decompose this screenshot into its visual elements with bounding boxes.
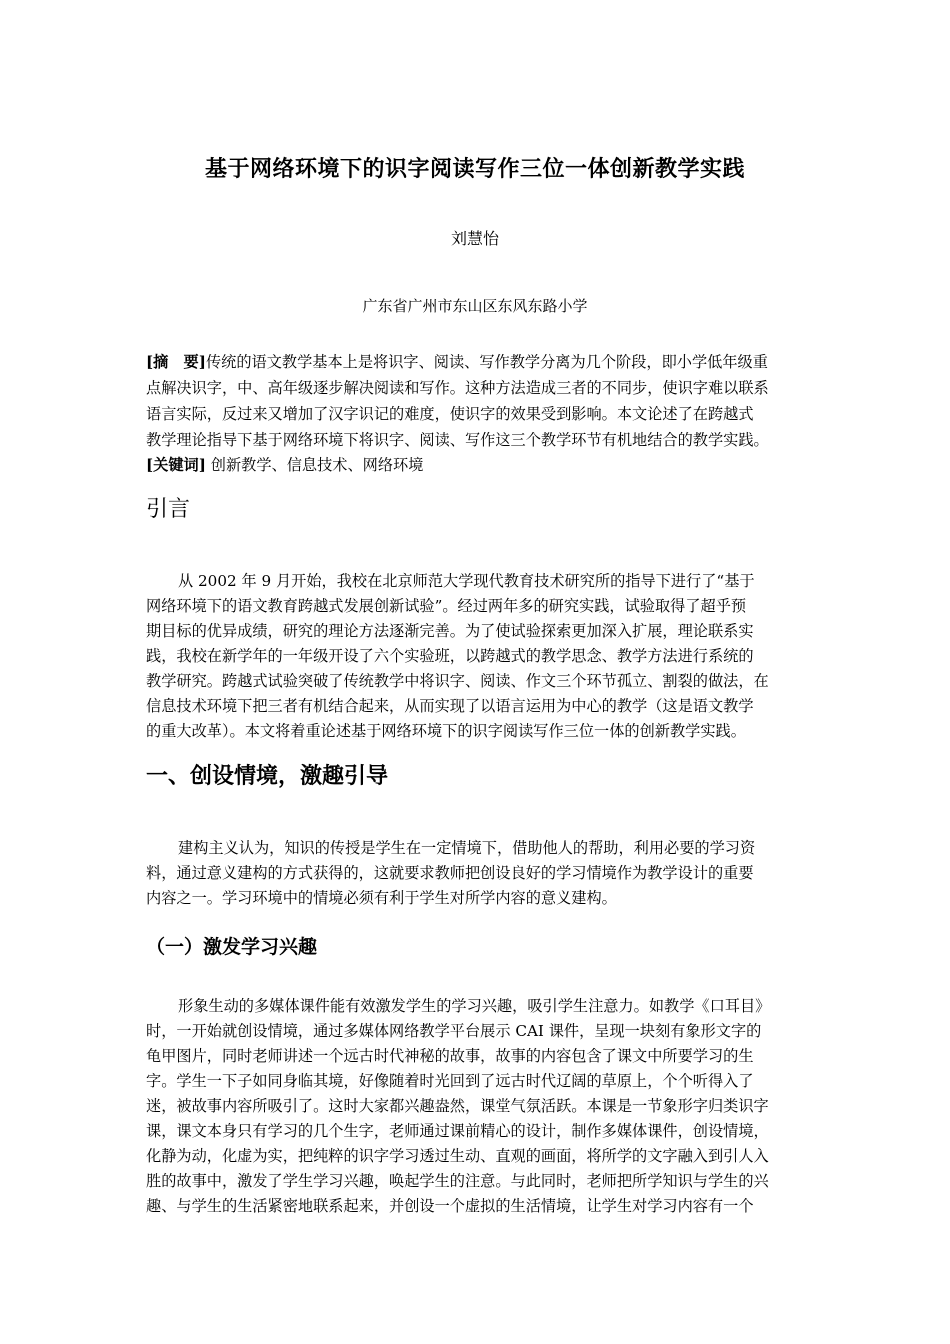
keywords-label: [关键词] xyxy=(146,456,206,474)
paragraph-line: 字。学生一下子如同身临其境，好像随着时光回到了远古时代辽阔的草原上，个个听得入了 xyxy=(146,1072,754,1090)
author-affiliation: 广东省广州市东山区东风东路小学 xyxy=(362,297,588,315)
paragraph-line: 形象生动的多媒体课件能有效激发学生的学习兴趣，吸引学生注意力。如教学《口耳目》 xyxy=(178,997,771,1015)
paragraph-line: 内容之一。学习环境中的情境必须有利于学生对所学内容的意义建构。 xyxy=(146,889,617,907)
paragraph-line: 践，我校在新学年的一年级开设了六个实验班，以跨越式的教学思念、教学方法进行系统的 xyxy=(146,647,754,665)
heading-subsection-1: （一）激发学习兴趣 xyxy=(146,936,318,958)
author-name: 刘慧怡 xyxy=(450,229,499,248)
paragraph-line: 教学研究。跨越式试验突破了传统教学中将识字、阅读、作文三个环节孤立、割裂的做法，在 xyxy=(146,672,769,690)
paragraph-line: 迷，被故事内容所吸引了。这时大家都兴趣盎然，课堂气氛活跃。本课是一节象形字归类识字 xyxy=(146,1097,769,1115)
abstract-line: 点解决识字，中、高年级逐步解决阅读和写作。这种方法造成三者的不同步，使识字难以联系 xyxy=(146,379,769,397)
paragraph-line: 胜的故事中，激发了学生学习兴趣，唤起学生的注意。与此同时，老师把所学知识与学生的兴 xyxy=(146,1172,769,1190)
abstract-line: [摘 要]传统的语文教学基本上是将识字、阅读、写作教学分离为几个阶段，即小学低年级重 xyxy=(146,353,768,371)
paragraph-line: 龟甲图片，同时老师讲述一个远古时代神秘的故事，故事的内容包含了课文中所要学习的生 xyxy=(146,1047,754,1065)
abstract-line: 教学理论指导下基于网络环境下将识字、阅读、写作这三个教学环节有机地结合的教学实践。 xyxy=(146,431,769,449)
abstract-label: [摘 要] xyxy=(146,353,206,371)
paragraph-line: 课，课文本身只有学习的几个生字，老师通过课前精心的设计，制作多媒体课件，创设情境， xyxy=(146,1122,769,1140)
heading-intro: 引言 xyxy=(146,497,191,522)
paragraph-line: 化静为动，化虚为实，把纯粹的识字学习透过生动、直观的画面，将所学的文字融入到引人入 xyxy=(146,1147,769,1165)
abstract-line: 语言实际，反过来又增加了汉字识记的难度，使识字的效果受到影响。本文论述了在跨越式 xyxy=(146,405,754,423)
paragraph-line: 从 2002 年 9 月开始，我校在北京师范大学现代教育技术研究所的指导下进行了“基于 xyxy=(178,572,755,590)
paragraph-line: 时，一开始就创设情境，通过多媒体网络教学平台展示 CAI 课件，呈现一块刻有象形文字的 xyxy=(146,1022,762,1040)
keywords-line xyxy=(146,453,423,477)
paragraph-line: 料，通过意义建构的方式获得的，这就要求教师把创设良好的学习情境作为教学设计的重要 xyxy=(146,864,754,882)
paragraph-line: 趣、与学生的生活紧密地联系起来，并创设一个虚拟的生活情境，让学生对学习内容有一个 xyxy=(146,1197,754,1215)
paragraph-line: 信息技术环境下把三者有机结合起来，从而实现了以语言运用为中心的教学（这是语文教学 xyxy=(146,697,754,715)
heading-section-1: 一、创设情境，激趣引导 xyxy=(146,764,389,789)
paragraph-line: 建构主义认为，知识的传授是学生在一定情境下，借助他人的帮助，利用必要的学习资 xyxy=(178,839,756,857)
paragraph-line: 的重大改革）。本文将着重论述基于网络环境下的识字阅读写作三位一体的创新教学实践。 xyxy=(146,722,746,740)
keywords-text: 创新教学、信息技术、网络环境 xyxy=(205,456,424,474)
paper-title: 基于网络环境下的识字阅读写作三位一体创新教学实践 xyxy=(204,157,745,182)
paragraph-line: 网络环境下的语文教育跨越式发展创新试验”。经过两年多的研究实践，试验取得了超乎预 xyxy=(146,597,747,615)
paragraph-line: 期目标的优异成绩，研究的理论方法逐渐完善。为了使试验探索更加深入扩展，理论联系实 xyxy=(146,622,754,640)
